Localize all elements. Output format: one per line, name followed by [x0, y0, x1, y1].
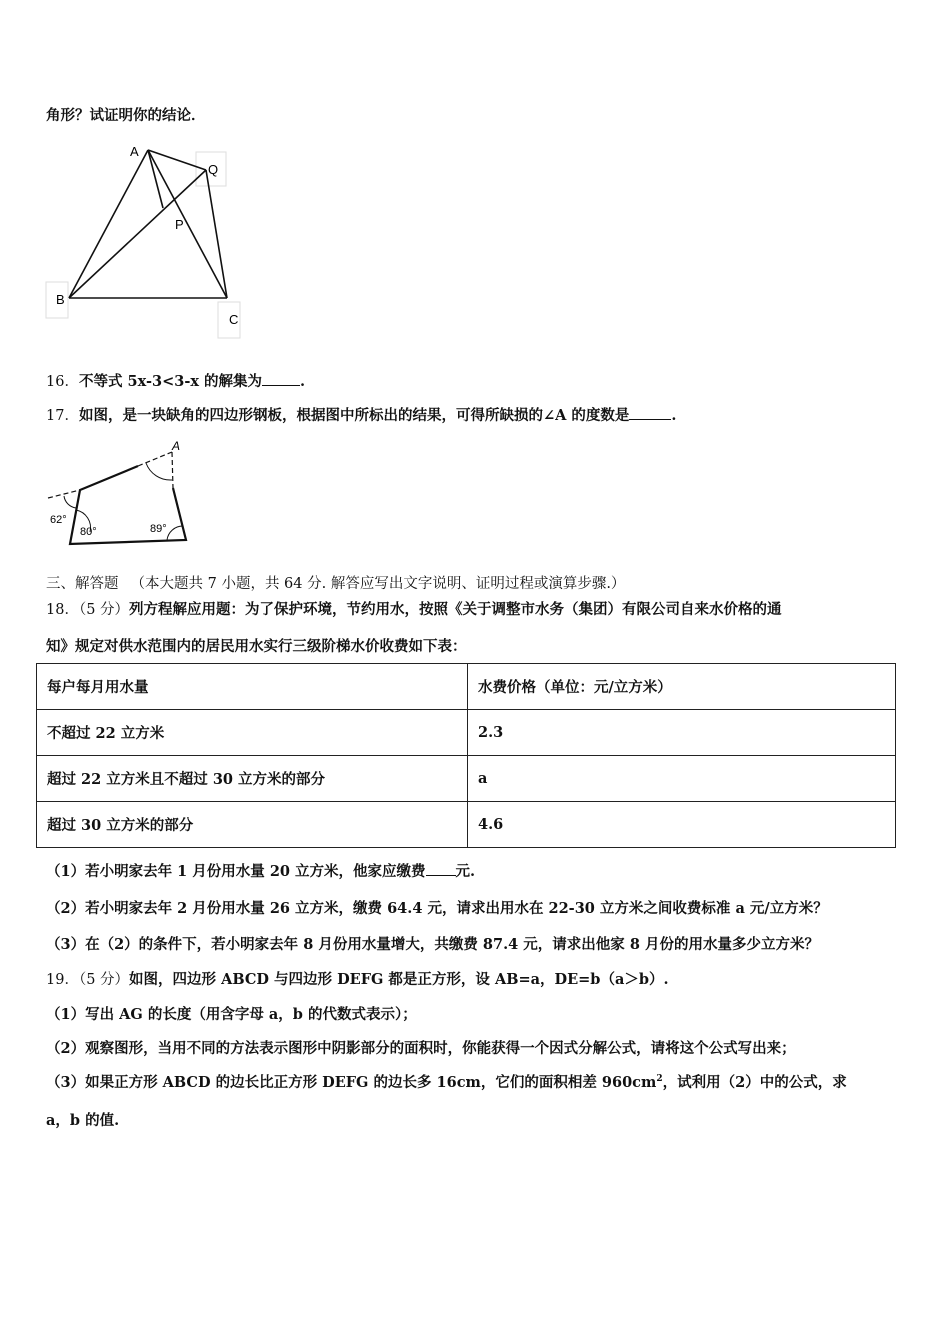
label-b: B [56, 292, 65, 307]
section-title: 三、解答题 [46, 576, 119, 592]
section-heading [46, 572, 625, 593]
segment-bq [69, 170, 206, 298]
question-18-sub1 [46, 860, 475, 881]
question-number: 18． [46, 602, 79, 618]
label-q: Q [208, 162, 219, 177]
question-number: 16． [46, 374, 79, 390]
label-c: C [229, 312, 239, 327]
sub-question-end: 元. [455, 863, 476, 880]
sub-question-text-cont: ，试利用（2）中的公式，求 [662, 1074, 847, 1091]
table-header-row [37, 664, 896, 710]
angle-62-label: 62° [50, 514, 67, 526]
table-cell: 4.6 [468, 802, 896, 848]
arc-89 [167, 526, 183, 540]
question-19-sub2: （2）观察图形，当用不同的方法表示图形中阴影部分的面积时，你能获得一个因式分解公式，请将这个公式写出来； [46, 1040, 796, 1057]
question-19-sub1: （1）写出 AG 的长度（用含字母 a，b 的代数式表示）； [46, 1006, 417, 1023]
label-a: A [130, 144, 139, 159]
angle-80-label: 80° [80, 526, 97, 538]
label-a: A [172, 439, 181, 453]
question-text: 列方程解应用题：为了保护环境，节约用水，按照《关于调整市水务（集团）有限公司自来水价格的通 [129, 601, 782, 618]
arc-missing-corner [146, 463, 172, 480]
question-19-sub3-cont: a，b 的值. [46, 1112, 120, 1129]
table-row [37, 802, 896, 848]
question-end: . [671, 407, 677, 424]
table-cell: a [468, 756, 896, 802]
table-row [37, 710, 896, 756]
label-p: P [175, 217, 184, 232]
question-text: 不等式 5x-3<3-x 的解集为 [78, 373, 263, 390]
table-row [37, 756, 896, 802]
sub-question-text: （1）若小明家去年 1 月份用水量 20 立方米，他家应缴费 [46, 863, 426, 880]
superscript: 2 [656, 1074, 663, 1085]
table-header-cell: 每户每月用水量 [37, 664, 468, 710]
question-18-sub3: （3）在（2）的条件下，若小明家去年 8 月份用水量增大，共缴费 87.4 元，请求出他家 8 月份的用水量多少立方米？ [46, 936, 819, 953]
section-note: （本大题共 7 小题，共 64 分. 解答应写出文字说明、证明过程或演算步骤.） [130, 576, 626, 592]
question-16 [46, 370, 305, 391]
extension-line-right [172, 452, 173, 488]
arc-62 [64, 496, 76, 508]
angle-89-label: 89° [150, 523, 167, 535]
question-number: 19． [46, 972, 79, 988]
sub-question-text: （3）如果正方形 ABCD 的边长比正方形 DEFG 的边长多 16cm，它们的面积相差 960cm [46, 1074, 657, 1091]
intro-line: 角形？试证明你的结论． [46, 107, 206, 124]
segment-ab [69, 150, 148, 298]
table-cell: 2.3 [468, 710, 896, 756]
answer-blank [629, 405, 671, 420]
table-cell: 超过 22 立方米且不超过 30 立方米的部分 [37, 756, 468, 802]
question-score: （5 分） [78, 972, 130, 988]
segment-ap [148, 150, 163, 208]
question-text: 如图，是一块缺角的四边形钢板，根据图中所标出的结果，可得所缺损的∠A 的度数是 [78, 407, 630, 424]
answer-blank [426, 861, 456, 876]
figure-steel-plate [44, 436, 194, 550]
question-19 [46, 968, 669, 989]
table-cell: 超过 30 立方米的部分 [37, 802, 468, 848]
question-text: 如图，四边形 ABCD 与四边形 DEFG 都是正方形，设 AB=a，DE=b（a＞b）. [129, 971, 669, 988]
extension-line-top [138, 452, 172, 466]
question-18-line2: 知》规定对供水范围内的居民用水实行三级阶梯水价收费如下表： [46, 638, 467, 655]
table-header-cell: 水费价格（单位：元/立方米） [468, 664, 896, 710]
question-18-sub2: （2）若小明家去年 2 月份用水量 26 立方米，缴费 64.4 元，请求出用水在 22-30 立方米之间收费标准 a 元/立方米？ [46, 900, 828, 917]
water-fee-table [36, 663, 896, 848]
question-19-sub3 [46, 1071, 847, 1092]
question-18-line1 [46, 598, 782, 619]
answer-blank [262, 371, 300, 386]
table-cell: 不超过 22 立方米 [37, 710, 468, 756]
question-number: 17． [46, 408, 79, 424]
question-17 [46, 404, 676, 425]
question-score: （5 分） [78, 602, 130, 618]
figure-triangle-apqbc [44, 132, 244, 342]
question-end: . [300, 373, 306, 390]
